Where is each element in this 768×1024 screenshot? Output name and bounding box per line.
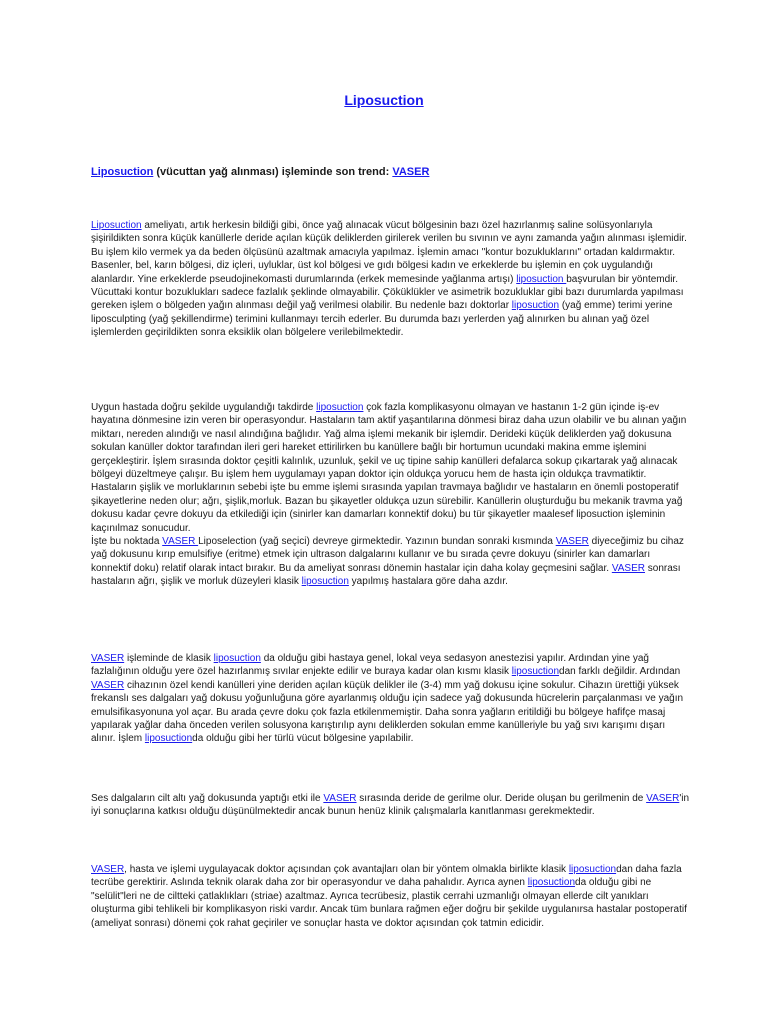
inline-link[interactable]: liposuction <box>511 300 560 312</box>
inline-link[interactable]: liposuction <box>516 273 567 285</box>
subtitle-text: (vücuttan yağ alınması) işleminde son trend: <box>153 166 393 178</box>
inline-link[interactable]: VASER <box>611 562 645 574</box>
inline-link[interactable]: liposuction <box>301 576 349 588</box>
paragraph-text: 'in iyi sonuçlarına katkısı olduğu düşünülmektedir ancak bunun henüz klinik çalışmalarla kanıtlanması gerekmektedir. <box>91 793 690 818</box>
paragraph-text: diyeceğimiz bu cihaz yağ dokusunu kırıp emulsifiye (eritme) etmek için ultrason dalgalarını kullanır ve bu sırada çevre dokuyu (sinirler kan damarları konnektif doku) relatif olarak intact bırakır. Bu da ameliyat sonrası dönemin hastalar için daha kolay geçmesini sağlar. <box>91 536 684 574</box>
subtitle-liposuction-link[interactable]: Liposuction <box>91 166 154 178</box>
paragraph-3 <box>91 652 691 746</box>
inline-link[interactable]: VASER <box>555 536 589 548</box>
inline-link[interactable]: VASER <box>91 679 125 691</box>
paragraph-text: İşte bu noktada <box>91 536 163 548</box>
paragraph-text: da olduğu gibi her türlü vücut bölgesine yapılabilir. <box>192 733 414 745</box>
paragraph-text: Uygun hastada doğru şekilde uygulandığı takdirde <box>91 402 317 413</box>
paragraph-text: da olduğu gibi ne "selülit"leri ne de ciltteki çatlaklıkları (striae) azaltmaz. Ayrıca tecrübesiz, plastik cerrahi uzmanlığı olmayan ellerde cilt yanıkları oluşturma gibi tehlikeli bir komplikasyon riski vardır. Ancak tüm bunlara rağmen eğer doğru bir şekilde uygulanırsa hastalar postoperatif (ameliyat sonrası) dönemi çok rahat geçiriler ve sonuçlar hasta ve doktor açısından çok tatmin edicidir. <box>91 877 687 929</box>
inline-link[interactable]: VASER <box>162 536 199 548</box>
paragraph-text: sonrası hastaların ağrı, şişlik ve morluk düzeyleri klasik <box>91 562 681 588</box>
inline-link[interactable]: liposuction <box>511 666 560 678</box>
inline-link[interactable]: VASER <box>646 793 680 804</box>
inline-link[interactable]: liposuction <box>316 402 364 413</box>
title-link[interactable]: Liposuction <box>344 92 424 108</box>
paragraph-2 <box>91 401 691 589</box>
inline-link[interactable]: Liposuction <box>91 220 142 231</box>
article-subtitle <box>91 166 429 178</box>
inline-link[interactable]: liposuction <box>144 733 193 745</box>
paragraph-1 <box>91 219 691 340</box>
paragraph-5 <box>91 863 691 930</box>
paragraph-text: , hasta ve işlemi uygulayacak doktor açısından çok avantajları olan bir yöntem olmakla birlikte klasik <box>124 864 569 875</box>
paragraph-text: cihazının özel kendi kanülleri yine deriden açılan küçük delikler ile (3-4) mm yağ dokusu içine sokulur. Cihazın ürettiği yüksek frekanslı ses dalgaları yağ dokusu yoğunluğuna göre ayarlanmış olduğu için sadece yağ dokusunda hücrelerin parçalanması ve yağın emulsifikasyonuna yol açar. Bu arada çevre doku çok fazla etkilenmemiştir. Daha sonra yağların eritildiği bu bölgeye hafifçe masaj yapılarak yağlar daha önceden verilen solusyona karıştırılıp aynı deliklerden sokulan emme kanülleriyle bu yağ sıvı karışımı dışarı alınır. İşlem <box>91 679 684 745</box>
paragraph-text: (yağ emme) terimi yerine liposculpting (yağ şekillendirme) terimini kullanmayı tercih ederler. Bu durumda bazı yerlerden yağ alınırken bu alınan yağ özel işlemlerden geçirildikten sonra eksiklik olan bölgelere verilebilmektedir. <box>91 300 673 339</box>
paragraph-text: ameliyatı, artık herkesin bildiği gibi, önce yağ alınacak vücut bölgesinin bazı özel hazırlanmış saline solüsyonlarıyla şişirildikten sonra küçük kanüllerle deride açılan küçük deliklerden girilerek verilen bu sıvının ve aynı zamanda yağın alınması işlemidir. Bu işlem kilo vermek ya da beden ölçüsünü azaltmak amacıyla yapılmaz. İşlemin amacı "kontur bozukluklarını" ortadan kaldırmaktır. Basenler, bel, karın bölgesi, diz içleri, uyluklar, üst kol bölgesi ve gıdı bölgesi kadın ve erkeklerde bu işlemin en çok uygulandığı alanlardır. Yine erkeklerde pseudojinekomasti durumlarında (erkek memesinde yağlanma artışı) <box>91 220 687 285</box>
paragraph-text: Liposelection (yağ seçici) devreye girmektedir. Yazının bundan sonraki kısmında <box>198 536 556 548</box>
inline-link[interactable]: VASER <box>91 653 125 664</box>
paragraph-text: yapılmış hastalara göre daha azdır. <box>348 576 508 588</box>
paragraph-text: çok fazla komplikasyonu olmayan ve hastanın 1-2 gün içinde iş-ev hayatına dönmesine izin veren bir operasyondur. Hastaların tam aktif yaşantılarına dönmesi biraz daha uzun olabilir ve bu alınan yağın miktarı, nereden alındığı ve nasıl alındığına bağlıdır. Yağ alma işlemi mekanik bir işlemdir. Derideki küçük deliklerden yağ dokusuna sokulan kanüller doktor tarafından ileri geri hareket ettirilirken bu kanüllere bağlı bir hortumun ucundaki makina emme işlemini gerçekleştirir. İşlem sırasında doktor çeşitli kalınlık, uzunluk, şekil ve uç tipine sahip kanülleri defalarca sokup çıkartarak yağ alınacak bölgeyi düzeltmeye çalışır. Bu işlem hem uygulamayı yapan doktor için oldukça yorucu hem de hasta için oldukça travmatiktir. Hastaların şişlik ve morluklarının sebebi işte bu emme işlemi sırasında yapılan travmaya bağlıdır ve hastaların en önemli postoperatif şikayetlerine neden olur; ağrı, şişlik,morluk. Bazan bu şikayetler oldukça uzun sürebilir. Kanüllerin oluşturduğu bu mekanik travma yağ dokusu kadar çevre dokuyu da etkilediği için (sinirler kan damarları konnektif doku) bu tür şikayetler maalesef liposuction işleminin kaçınılmaz sonucudur. <box>91 402 687 534</box>
inline-link[interactable]: liposuction <box>527 877 576 889</box>
inline-link[interactable]: liposuction <box>568 864 617 875</box>
paragraph-text: sırasında deride de gerilme olur. Deride oluşan bu gerilmenin de <box>356 793 647 804</box>
inline-link[interactable]: VASER <box>323 793 357 804</box>
page-title <box>0 92 768 108</box>
paragraph-text: Ses dalgaların cilt altı yağ dokusunda yaptığı etki ile <box>91 793 324 804</box>
paragraph-text: da olduğu gibi hastaya genel, lokal veya sedasyon anestezisi yapılır. Ardından yine yağ fazlalığının olduğu yere özel hazırlanmış sıvılar enjekte edilir ve buraya kadar olan kısmı klasik <box>91 653 649 678</box>
paragraph-text: dan farklı değildir. Ardından <box>559 666 681 678</box>
inline-link[interactable]: VASER <box>91 864 125 875</box>
subtitle-vaser-link[interactable]: VASER <box>392 166 430 178</box>
paragraph-4 <box>91 792 691 819</box>
paragraph-text: işleminde de klasik <box>124 653 214 664</box>
inline-link[interactable]: liposuction <box>213 653 261 664</box>
paragraph-text: dan daha fazla tecrübe gerektirir. Aslında teknik olarak daha zor bir operasyondur ve daha pahalıdır. Ayrıca aynen <box>91 864 682 889</box>
paragraph-text: başvurulan bir yöntemdir. Vücuttaki kontur bozuklukları sadece fazlalık şeklinde olmayabilir. Çöküklükler ve asimetrik bozukluklar gibi bazı durumlarda yapılması gereken işlem o bölgeden yağın alınması değil yağ verilmesi olabilir. Bu nedenle bazı doktorlar <box>91 273 684 312</box>
